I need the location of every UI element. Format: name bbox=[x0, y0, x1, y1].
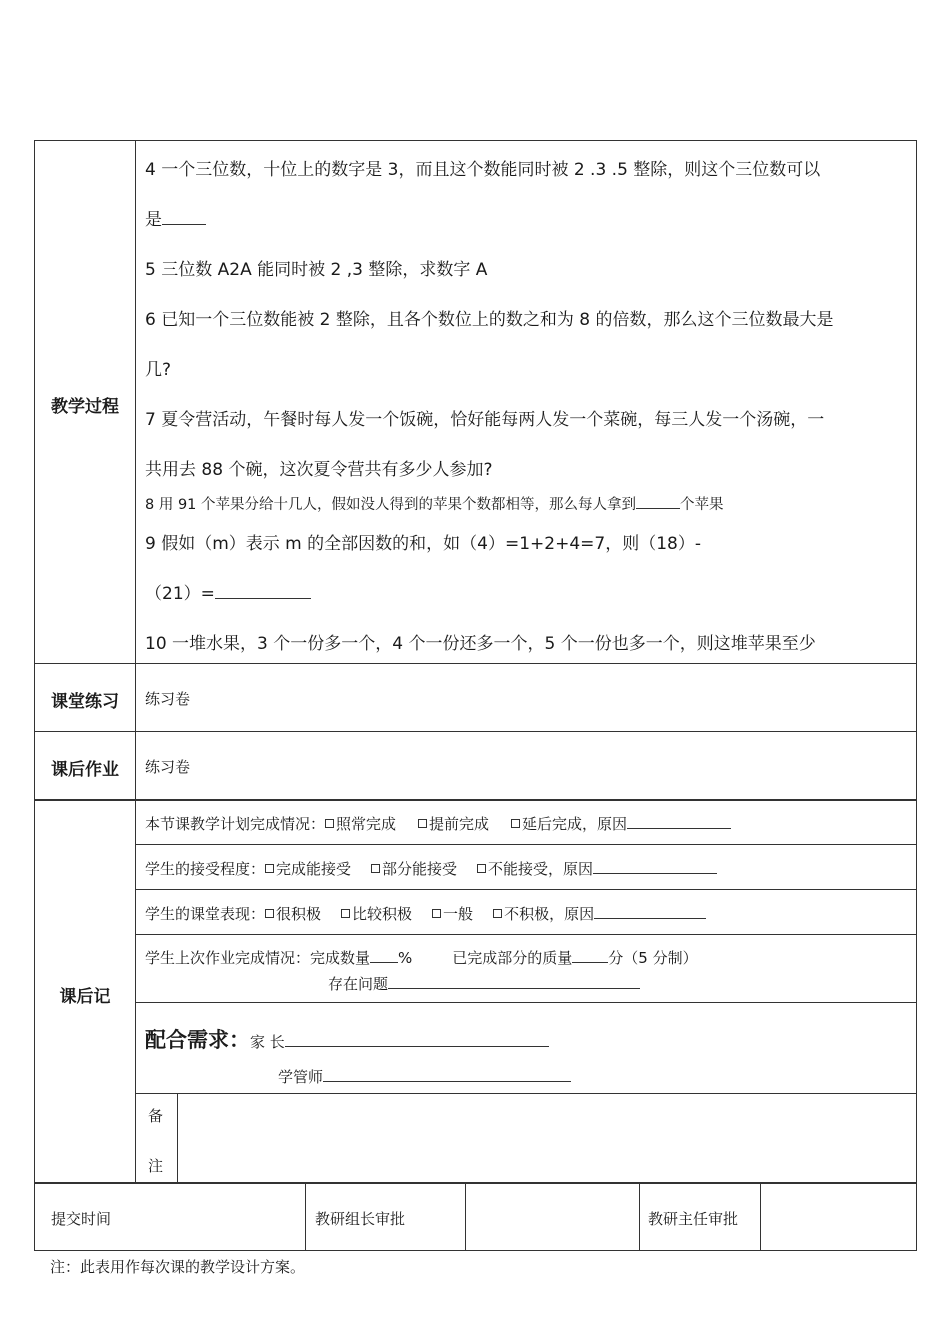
director-approval-label: 教研主任审批 bbox=[648, 1210, 739, 1228]
classroom-performance-row: 学生的课堂表现： 很积极 比较积极 一般 不积极，原因 bbox=[145, 903, 706, 924]
classwork-value: 练习卷 bbox=[145, 690, 191, 708]
plan-completion-row: 本节课教学计划完成情况： 照常完成 提前完成 延后完成，原因 bbox=[145, 813, 731, 834]
problem-6-line-2: 几? bbox=[145, 360, 172, 380]
homework-issue-row: 存在问题 bbox=[328, 973, 640, 994]
homework-status-row: 学生上次作业完成情况：完成数量 % 已完成部分的质量 分（5 分制） bbox=[145, 949, 698, 967]
plan-reason-blank[interactable] bbox=[627, 813, 731, 829]
parent-blank[interactable] bbox=[285, 1030, 549, 1047]
group-leader-approval-label: 教研组长审批 bbox=[315, 1210, 406, 1228]
label-column-divider bbox=[135, 140, 136, 1183]
hw-issue-blank[interactable] bbox=[388, 973, 640, 989]
row-divider bbox=[135, 1002, 917, 1003]
problem-9-line-1: 9 假如（m）表示 m 的全部因数的和，如（4）=1+2+4=7，则（18）- bbox=[145, 534, 701, 554]
label-after-class-notes: 课后记 bbox=[59, 987, 111, 1007]
perf-active-checkbox[interactable] bbox=[341, 909, 350, 918]
manager-row: 学管师 bbox=[278, 1066, 571, 1087]
hw-count-blank[interactable] bbox=[370, 947, 398, 963]
plan-early-checkbox[interactable] bbox=[418, 819, 427, 828]
plan-delayed-checkbox[interactable] bbox=[511, 819, 520, 828]
submit-time-label: 提交时间 bbox=[51, 1210, 112, 1228]
accept-reason-blank[interactable] bbox=[593, 858, 717, 874]
row-divider bbox=[34, 731, 917, 732]
accept-full-checkbox[interactable] bbox=[265, 864, 274, 873]
footer-divider bbox=[639, 1183, 640, 1250]
accept-none-checkbox[interactable] bbox=[477, 864, 486, 873]
table-border-bottom bbox=[34, 1250, 917, 1251]
manager-blank[interactable] bbox=[323, 1066, 571, 1082]
remark-label-1: 备 bbox=[148, 1107, 164, 1125]
perf-reason-blank[interactable] bbox=[594, 903, 706, 919]
table-border-top bbox=[34, 140, 917, 141]
problem-8: 8 用 91 个苹果分给十几人，假如没人得到的苹果个数都相等，那么每人拿到 个苹果 bbox=[145, 493, 724, 514]
plan-normal-checkbox[interactable] bbox=[325, 819, 334, 828]
perf-inactive-checkbox[interactable] bbox=[493, 909, 502, 918]
row-divider bbox=[135, 934, 917, 935]
perf-very-active-checkbox[interactable] bbox=[265, 909, 274, 918]
table-border-right bbox=[916, 140, 917, 1250]
problem-6-line-1: 6 已知一个三位数能被 2 整除，且各个数位上的数之和为 8 的倍数，那么这个三位数最大是 bbox=[145, 310, 834, 330]
footer-divider bbox=[305, 1183, 306, 1250]
label-classwork: 课堂练习 bbox=[51, 692, 119, 712]
problem-5: 5 三位数 A2A 能同时被 2 ,3 整除，求数字 A bbox=[145, 260, 488, 280]
hw-quality-blank[interactable] bbox=[572, 947, 608, 963]
acceptance-row: 学生的接受程度： 完成能接受 部分能接受 不能接受，原因 bbox=[145, 858, 717, 879]
problem-4-line-1: 4 一个三位数，十位上的数字是 3，而且这个数能同时被 2 .3 .5 整除，则这个三位数可以 bbox=[145, 160, 821, 180]
remark-label-2: 注 bbox=[148, 1157, 164, 1175]
perf-average-checkbox[interactable] bbox=[432, 909, 441, 918]
row-divider bbox=[34, 1182, 917, 1184]
problem-4-line-2: 是 bbox=[145, 205, 206, 230]
accept-partial-checkbox[interactable] bbox=[371, 864, 380, 873]
row-divider bbox=[34, 799, 917, 801]
cooperation-title: 配合需求： bbox=[145, 1028, 250, 1052]
row-divider bbox=[135, 1093, 917, 1094]
row-divider bbox=[34, 663, 917, 664]
label-homework: 课后作业 bbox=[51, 760, 119, 780]
footer-divider bbox=[760, 1183, 761, 1250]
problem-10: 10 一堆水果，3 个一份多一个，4 个一份还多一个，5 个一份也多一个，则这堆苹果至少 bbox=[145, 634, 816, 654]
problem-7-line-1: 7 夏令营活动，午餐时每人发一个饭碗，恰好能每两人发一个菜碗，每三人发一个汤碗，一 bbox=[145, 410, 825, 430]
row-divider bbox=[135, 889, 917, 890]
footnote: 注：此表用作每次课的教学设计方案。 bbox=[50, 1258, 306, 1276]
cooperation-row: 配合需求：家 长 bbox=[145, 1024, 549, 1054]
footer-divider bbox=[465, 1183, 466, 1250]
problem-9-line-2: （21）= bbox=[145, 579, 311, 604]
row-divider bbox=[135, 844, 917, 845]
homework-value: 练习卷 bbox=[145, 758, 191, 776]
problem-7-line-2: 共用去 88 个碗，这次夏令营共有多少人参加? bbox=[145, 460, 493, 480]
remark-divider bbox=[177, 1093, 178, 1183]
label-teaching-process: 教学过程 bbox=[51, 397, 119, 417]
